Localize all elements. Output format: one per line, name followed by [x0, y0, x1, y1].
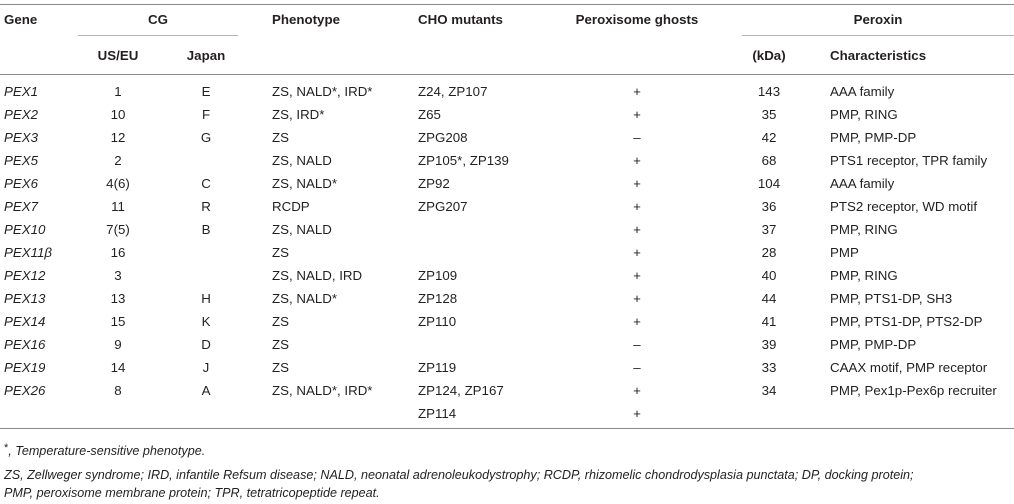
- cell-cg-us-eu: 11: [111, 199, 125, 214]
- cell-phenotype: ZS: [272, 314, 289, 329]
- cell-cg-us-eu: 8: [114, 383, 122, 398]
- cell-peroxisome-ghosts: +: [633, 406, 641, 421]
- table-bottom-rule: [0, 428, 1014, 429]
- cell-characteristics: PMP, PMP-DP: [830, 130, 917, 145]
- cell-cg-japan: F: [201, 107, 211, 122]
- cell-cho-mutants: Z24, ZP107: [418, 84, 488, 99]
- cell-peroxisome-ghosts: +: [633, 176, 641, 191]
- cell-gene: PEX7: [4, 199, 39, 214]
- cell-gene: PEX16: [4, 337, 46, 352]
- cell-phenotype: ZS, NALD, IRD: [272, 268, 363, 283]
- cell-gene: PEX12: [4, 268, 46, 283]
- cell-phenotype: ZS: [272, 360, 289, 375]
- header-characteristics: Characteristics: [830, 48, 927, 63]
- cell-kda: 36: [761, 199, 777, 214]
- cell-characteristics: PMP, RING: [830, 222, 898, 237]
- cell-cg-us-eu: 4(6): [106, 176, 130, 191]
- cell-gene: PEX19: [4, 360, 46, 375]
- cell-cg-us-eu: 12: [110, 130, 126, 145]
- cell-characteristics: AAA family: [830, 176, 895, 191]
- cell-cg-us-eu: 15: [110, 314, 126, 329]
- cell-cg-us-eu: 10: [110, 107, 126, 122]
- cell-cg-us-eu: 3: [114, 268, 122, 283]
- cell-peroxisome-ghosts: +: [633, 245, 641, 260]
- cg-underline: [78, 35, 238, 36]
- cell-kda: 41: [761, 314, 777, 329]
- cell-characteristics: PTS1 receptor, TPR family: [830, 153, 988, 168]
- cell-gene: PEX5: [4, 153, 39, 168]
- cell-gene: PEX1: [4, 84, 39, 99]
- cell-cho-mutants: ZP128: [418, 291, 458, 306]
- footnote-asterisk: *: [4, 442, 9, 454]
- cell-characteristics: AAA family: [830, 84, 895, 99]
- cell-peroxisome-ghosts: +: [633, 383, 641, 398]
- cell-cho-mutants: ZP124, ZP167: [418, 383, 504, 398]
- cell-peroxisome-ghosts: –: [633, 337, 641, 352]
- footnote-abbreviations-line1: ZS, Zellweger syndrome; IRD, infantile Refsum disease; NALD, neonatal adrenoleukodystrophy; RCDP, rhizomelic chondrodysplasia punctata; DP, docking protein;: [4, 468, 914, 482]
- header-bottom-rule: [0, 74, 1014, 75]
- cell-kda: 35: [761, 107, 777, 122]
- cell-peroxisome-ghosts: –: [633, 130, 641, 145]
- cell-characteristics: PMP, RING: [830, 268, 898, 283]
- header-kda: (kDa): [752, 48, 786, 63]
- cell-peroxisome-ghosts: +: [633, 84, 641, 99]
- cell-kda: 34: [761, 383, 777, 398]
- cell-cg-japan: R: [201, 199, 211, 214]
- cell-phenotype: ZS, NALD*, IRD*: [272, 383, 373, 398]
- cell-characteristics: PMP, PTS1-DP, PTS2-DP: [830, 314, 983, 329]
- cell-characteristics: CAAX motif, PMP receptor: [830, 360, 988, 375]
- cell-kda: 40: [761, 268, 777, 283]
- cell-cho-mutants: ZPG207: [418, 199, 468, 214]
- cell-cho-mutants: ZP114: [418, 406, 457, 421]
- cell-cg-japan: J: [202, 360, 210, 375]
- cell-peroxisome-ghosts: +: [633, 291, 641, 306]
- cell-characteristics: PMP: [830, 245, 859, 260]
- cell-characteristics: PMP, PTS1-DP, SH3: [830, 291, 953, 306]
- top-rule: [0, 4, 1014, 5]
- cell-phenotype: ZS, NALD: [272, 222, 332, 237]
- cell-cg-us-eu: 9: [114, 337, 122, 352]
- footnote-temperature: [4, 443, 205, 460]
- cell-kda: 143: [757, 84, 781, 99]
- header-peroxisome-ghosts: Peroxisome ghosts: [575, 12, 699, 27]
- cell-cg-japan: E: [201, 84, 211, 99]
- peroxin-underline: [742, 35, 1014, 36]
- cell-kda: 44: [761, 291, 777, 306]
- cell-cg-japan: H: [201, 291, 211, 306]
- cell-peroxisome-ghosts: –: [633, 360, 641, 375]
- cell-cho-mutants: ZP110: [418, 314, 457, 329]
- cell-kda: 104: [757, 176, 781, 191]
- cell-peroxisome-ghosts: +: [633, 268, 641, 283]
- cell-cg-japan: C: [201, 176, 211, 191]
- cell-gene: PEX2: [4, 107, 39, 122]
- header-cg: CG: [148, 12, 168, 27]
- cell-kda: 68: [761, 153, 777, 168]
- cell-peroxisome-ghosts: +: [633, 199, 641, 214]
- cell-peroxisome-ghosts: +: [633, 107, 641, 122]
- cell-gene: PEX3: [4, 130, 39, 145]
- cell-kda: 42: [761, 130, 777, 145]
- header-us-eu: US/EU: [97, 48, 139, 63]
- cell-peroxisome-ghosts: +: [633, 222, 641, 237]
- cell-cho-mutants: ZP119: [418, 360, 457, 375]
- cell-cg-us-eu: 14: [110, 360, 126, 375]
- cell-phenotype: ZS, NALD*, IRD*: [272, 84, 373, 99]
- cell-phenotype: ZS: [272, 245, 289, 260]
- header-gene: Gene: [4, 12, 38, 27]
- cell-kda: 37: [761, 222, 777, 237]
- footnote-temperature-text: , Temperature-sensitive phenotype.: [8, 444, 206, 458]
- header-japan: Japan: [186, 48, 226, 63]
- cell-phenotype: ZS, NALD*: [272, 176, 338, 191]
- cell-kda: 33: [761, 360, 777, 375]
- cell-kda: 28: [761, 245, 777, 260]
- cell-cg-us-eu: 16: [110, 245, 126, 260]
- footnote-abbreviations-line2: PMP, peroxisome membrane protein; TPR, tetratricopeptide repeat.: [4, 486, 380, 500]
- header-cho-mutants: CHO mutants: [418, 12, 503, 27]
- header-phenotype: Phenotype: [272, 12, 340, 27]
- cell-characteristics: PMP, PMP-DP: [830, 337, 917, 352]
- cell-gene: PEX13: [4, 291, 46, 306]
- cell-peroxisome-ghosts: +: [633, 153, 641, 168]
- cell-phenotype: ZS: [272, 130, 289, 145]
- cell-characteristics: PMP, Pex1p-Pex6p recruiter: [830, 383, 997, 398]
- cell-phenotype: ZS: [272, 337, 289, 352]
- cell-gene: PEX10: [4, 222, 46, 237]
- cell-cg-us-eu: 1: [114, 84, 122, 99]
- cell-gene: PEX26: [4, 383, 46, 398]
- cell-cg-japan: K: [201, 314, 211, 329]
- cell-cho-mutants: ZP92: [418, 176, 450, 191]
- cell-gene: PEX6: [4, 176, 39, 191]
- cell-peroxisome-ghosts: +: [633, 314, 641, 329]
- cell-cho-mutants: ZP109: [418, 268, 458, 283]
- cell-cg-us-eu: 2: [114, 153, 122, 168]
- cell-gene: PEX11β: [4, 245, 53, 260]
- cell-characteristics: PTS2 receptor, WD motif: [830, 199, 978, 214]
- cell-kda: 39: [761, 337, 777, 352]
- cell-gene: PEX14: [4, 314, 46, 329]
- cell-characteristics: PMP, RING: [830, 107, 898, 122]
- cell-phenotype: ZS, NALD*: [272, 291, 338, 306]
- cell-phenotype: RCDP: [272, 199, 310, 214]
- cell-cho-mutants: Z65: [418, 107, 441, 122]
- cell-phenotype: ZS, IRD*: [272, 107, 325, 122]
- cell-cho-mutants: ZPG208: [418, 130, 468, 145]
- cell-cg-japan: D: [201, 337, 211, 352]
- cell-cg-japan: B: [201, 222, 211, 237]
- cell-cg-us-eu: 13: [110, 291, 126, 306]
- cell-cg-japan: G: [200, 130, 212, 145]
- cell-cg-us-eu: 7(5): [106, 222, 130, 237]
- cell-cg-japan: A: [201, 383, 211, 398]
- cell-phenotype: ZS, NALD: [272, 153, 332, 168]
- cell-cho-mutants: ZP105*, ZP139: [418, 153, 509, 168]
- header-peroxin: Peroxin: [853, 12, 903, 27]
